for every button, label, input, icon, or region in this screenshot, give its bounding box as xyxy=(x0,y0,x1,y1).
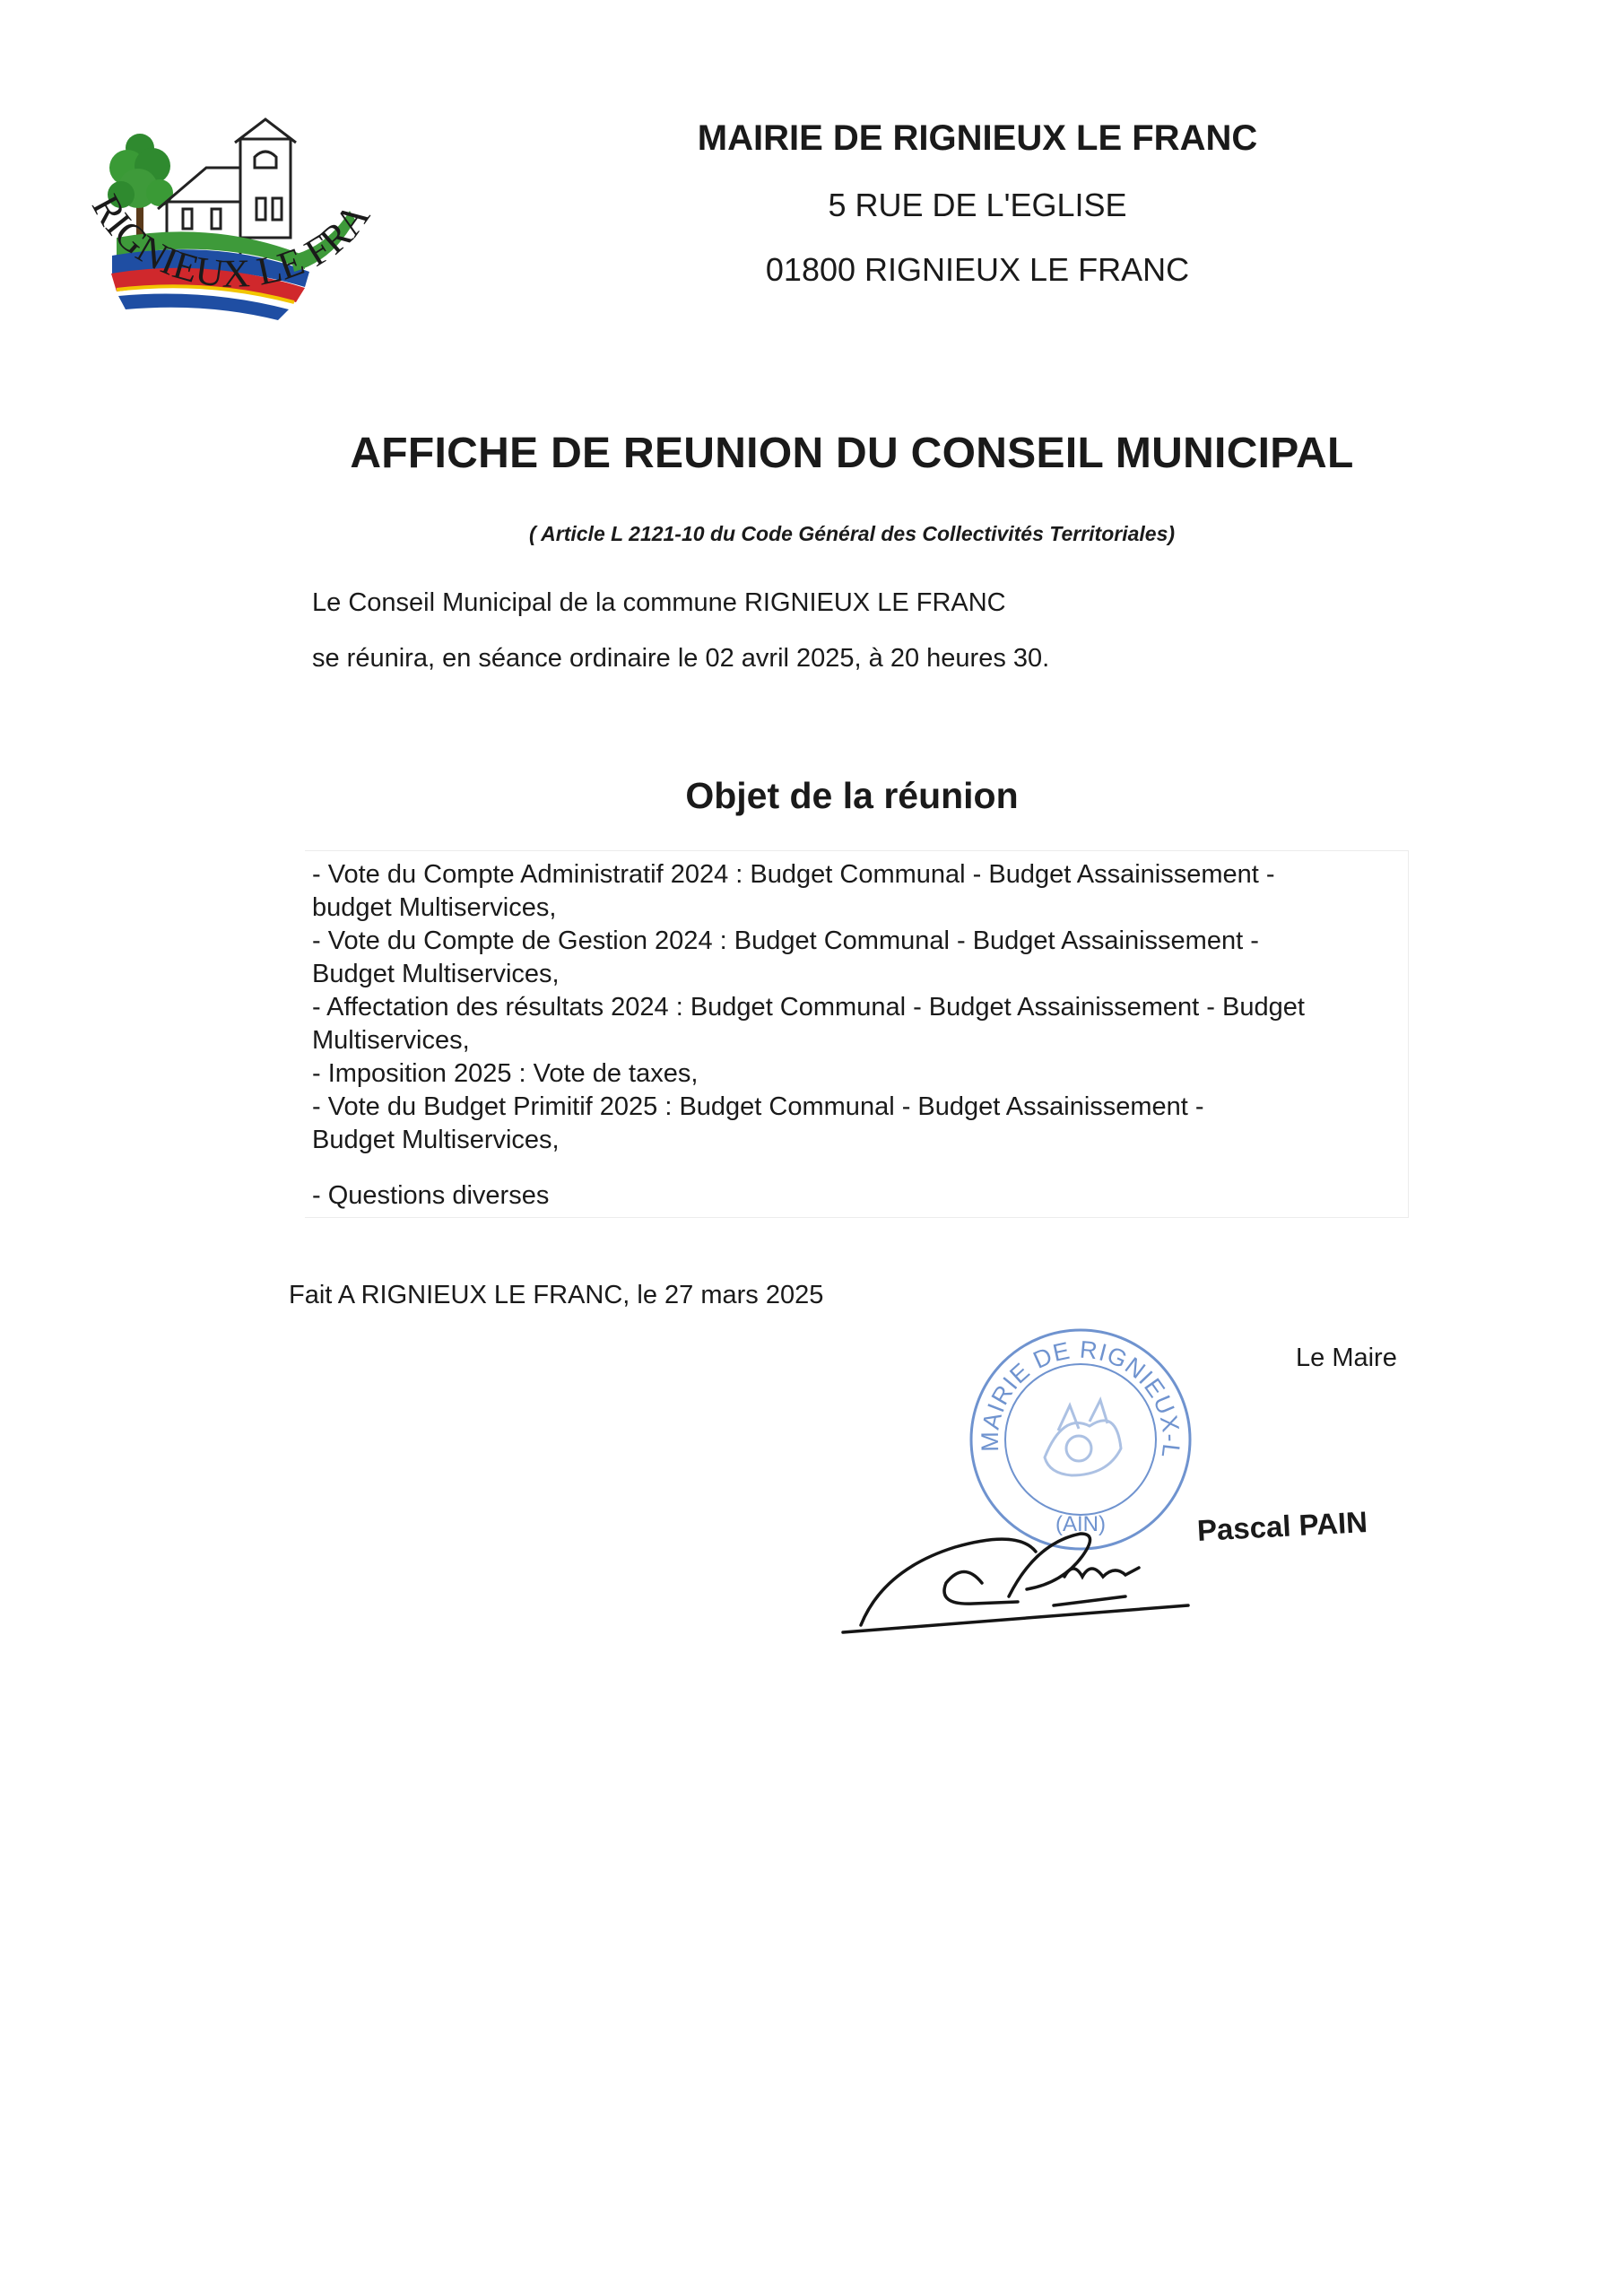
stamp-text: MAIRIE DE RIGNIEUX-L xyxy=(976,1335,1185,1460)
agenda-line: - Imposition 2025 : Vote de taxes, xyxy=(312,1059,699,1088)
mairie-address: 5 RUE DE L'EGLISE xyxy=(828,187,1127,223)
stamp-emblem-icon xyxy=(1045,1400,1121,1475)
intro-line-2: se réunira, en séance ordinaire le 02 avril 2025, à 20 heures 30. xyxy=(312,644,1050,673)
stamp-sub: (AIN) xyxy=(1055,1512,1106,1536)
agenda-line: budget Multiservices, xyxy=(312,893,557,922)
handwritten-signature xyxy=(829,1471,1251,1641)
intro-line-1: Le Conseil Municipal de la commune RIGNIEUX LE FRANC xyxy=(312,588,1006,617)
agenda-line: Budget Multiservices, xyxy=(312,960,560,988)
legal-reference: ( Article L 2121-10 du Code Général des Collectivités Territoriales) xyxy=(528,522,1176,545)
agenda-line: - Affectation des résultats 2024 : Budget Communal - Budget Assainissement - Budget xyxy=(312,993,1305,1022)
signatory-role: Le Maire xyxy=(1296,1344,1397,1372)
mairie-city: 01800 RIGNIEUX LE FRANC xyxy=(765,251,1190,288)
agenda-line: Multiservices, xyxy=(312,1026,470,1055)
mairie-name: MAIRIE DE RIGNIEUX LE FRANC xyxy=(697,118,1258,158)
agenda-line: - Vote du Budget Primitif 2025 : Budget Communal - Budget Assainissement - xyxy=(312,1092,1204,1121)
agenda-line: - Questions diverses xyxy=(312,1181,550,1210)
signatory-name: Pascal PAIN xyxy=(1196,1505,1368,1547)
document-title: AFFICHE DE REUNION DU CONSEIL MUNICIPAL xyxy=(350,430,1354,477)
logo-text: RIGNIEUX LE FRA xyxy=(83,187,378,296)
municipal-logo xyxy=(81,112,386,345)
section-title: Objet de la réunion xyxy=(685,775,1019,816)
agenda-box xyxy=(305,850,1409,1218)
agenda-line: Budget Multiservices, xyxy=(312,1126,560,1154)
agenda-line: - Vote du Compte de Gestion 2024 : Budget Communal - Budget Assainissement - xyxy=(312,926,1259,955)
svg-text:MAIRIE DE RIGNIEUX-LE-FRANC xyxy=(964,1323,1185,1460)
done-at-line: Fait A RIGNIEUX LE FRANC, le 27 mars 2025 xyxy=(289,1281,824,1309)
agenda-line: - Vote du Compte Administratif 2024 : Budget Communal - Budget Assainissement - xyxy=(312,860,1275,889)
